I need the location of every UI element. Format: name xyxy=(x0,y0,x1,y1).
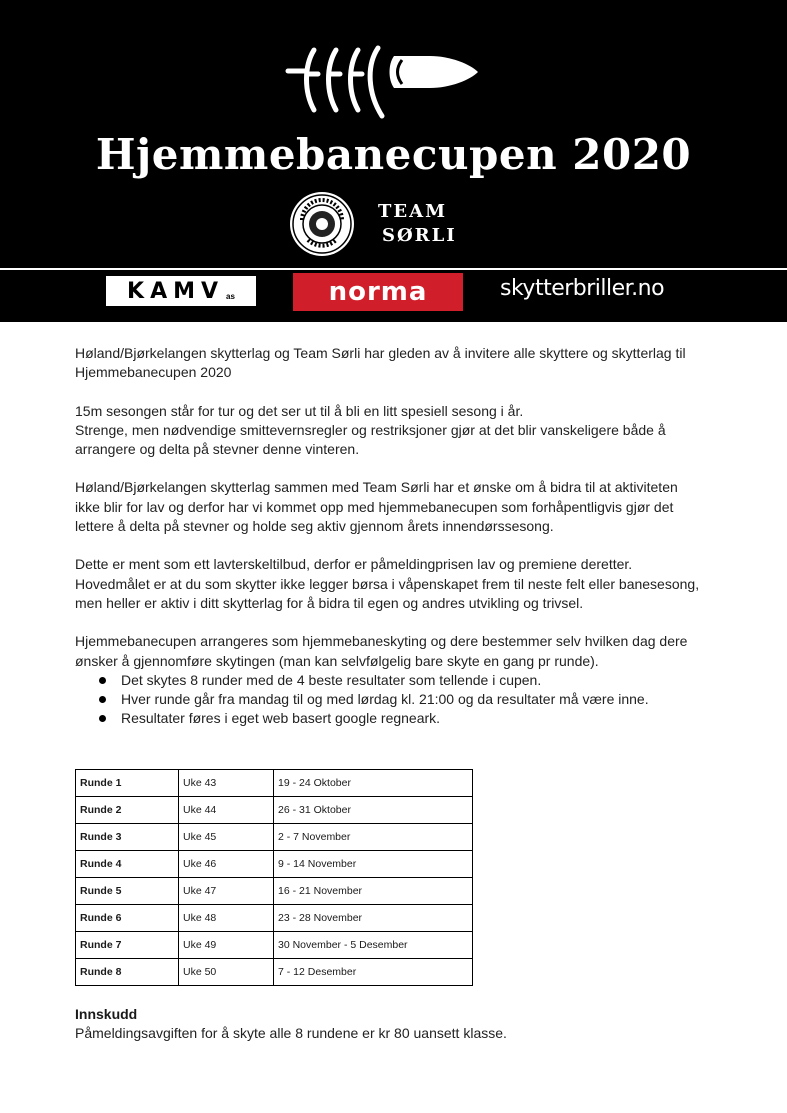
purpose-paragraph: Høland/Bjørkelangen skytterlag sammen med Team Sørli har et ønske om å bidra til at aktiviteten ikke blir for lav og derfor har vi kommet opp med hjemmebanecupen som forhåpentligvis gjør det lettere å delta på stevner og holde seg aktiv gjennom årets innendørssesong. xyxy=(75,479,678,535)
week-cell: Uke 45 xyxy=(179,824,274,851)
table-row xyxy=(76,905,473,932)
table-row xyxy=(76,770,473,797)
team-logo-line2: SØRLI xyxy=(382,225,457,246)
dates-cell: 26 - 31 Oktober xyxy=(274,797,473,824)
round-cell: Runde 5 xyxy=(76,878,179,905)
round-cell: Runde 2 xyxy=(76,797,179,824)
round-cell: Runde 8 xyxy=(76,959,179,986)
intro-paragraph: Høland/Bjørkelangen skytterlag og Team Sørli har gleden av å invitere alle skyttere og skytterlag til Hjemmebanecupen 2020 xyxy=(75,345,686,381)
norma-wordmark: norma xyxy=(328,277,428,307)
dates-cell: 9 - 14 November xyxy=(274,851,473,878)
dates-cell: 7 - 12 Desember xyxy=(274,959,473,986)
round-cell: Runde 6 xyxy=(76,905,179,932)
round-cell: Runde 1 xyxy=(76,770,179,797)
week-cell: Uke 47 xyxy=(179,878,274,905)
team-logo-line1: TEAM xyxy=(378,201,448,222)
sponsor-skytterbriller-logo: skytterbriller.no xyxy=(500,276,665,301)
header-banner xyxy=(0,0,787,322)
round-cell: Runde 3 xyxy=(76,824,179,851)
list-item: Det skytes 8 runder med de 4 beste resultater som tellende i cupen. xyxy=(99,671,705,690)
team-sorli-logo xyxy=(378,200,457,248)
season-paragraph xyxy=(75,402,705,460)
table-row xyxy=(76,851,473,878)
sponsor-kamv-logo xyxy=(106,276,256,306)
season-line-2: Strenge, men nødvendige smittevernsregler og restriksjoner gjør at det blir vanskeligere både å arrangere og delta på stevner denne vinteren. xyxy=(75,421,666,458)
week-cell: Uke 43 xyxy=(179,770,274,797)
invitation-body xyxy=(75,344,705,729)
week-cell: Uke 46 xyxy=(179,851,274,878)
dates-cell: 16 - 21 November xyxy=(274,878,473,905)
club-seal-logo xyxy=(288,190,356,258)
rules-list xyxy=(99,671,705,729)
table-row xyxy=(76,878,473,905)
list-item: Hver runde går fra mandag til og med lørdag kl. 21:00 og da resultater må være inne. xyxy=(99,690,705,709)
week-cell: Uke 48 xyxy=(179,905,274,932)
dates-cell: 23 - 28 November xyxy=(274,905,473,932)
bullet-logo-icon xyxy=(280,40,480,120)
table-row xyxy=(76,959,473,986)
round-cell: Runde 4 xyxy=(76,851,179,878)
schedule-table xyxy=(75,769,473,986)
table-row xyxy=(76,824,473,851)
banner-divider xyxy=(0,268,787,270)
round-cell: Runde 7 xyxy=(76,932,179,959)
kamv-suffix: as xyxy=(226,291,235,301)
season-line-1: 15m sesongen står for tur og det ser ut til å bli en litt spesiell sesong i år. xyxy=(75,402,524,419)
fee-text: Påmeldingsavgiften for å skyte alle 8 rundene er kr 80 uansett klasse. xyxy=(75,1025,507,1041)
week-cell: Uke 50 xyxy=(179,959,274,986)
kamv-wordmark: KAMV xyxy=(127,278,225,304)
offer-paragraph: Dette er ment som ett lavterskeltilbud, derfor er påmeldingprisen lav og premiene deretter. Hovedmålet er at du som skytter ikke legger børsa i våpenskapet frem til neste felt eller banesesong, men heller er aktiv i ditt skytterlag for å bidra til egen og andres utvikling og trivsel. xyxy=(75,556,700,611)
sponsor-norma-logo xyxy=(293,273,463,311)
table-row xyxy=(76,797,473,824)
dates-cell: 2 - 7 November xyxy=(274,824,473,851)
dates-cell: 30 November - 5 Desember xyxy=(274,932,473,959)
fee-heading: Innskudd xyxy=(75,1006,138,1022)
dates-cell: 19 - 24 Oktober xyxy=(274,770,473,797)
table-row xyxy=(76,932,473,959)
list-item: Resultater føres i eget web basert google regneark. xyxy=(99,709,705,728)
week-cell: Uke 44 xyxy=(179,797,274,824)
page-title: Hjemmebanecupen 2020 xyxy=(95,130,692,179)
week-cell: Uke 49 xyxy=(179,932,274,959)
format-paragraph: Hjemmebanecupen arrangeres som hjemmebaneskyting og dere bestemmer selv hvilken dag dere ønsker å gjennomføre skytingen (man kan selvfølgelig bare skyte en gang pr runde). xyxy=(75,633,688,669)
